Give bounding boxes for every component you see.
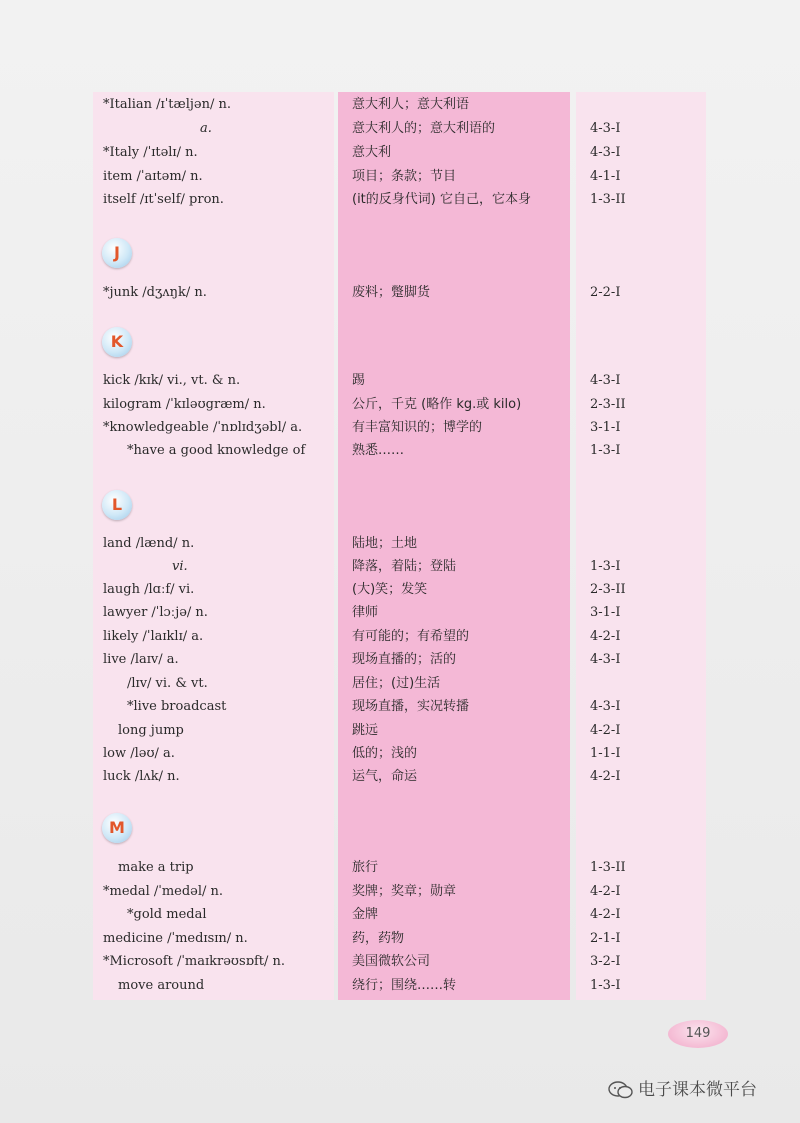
entry-word: medicine /ˈmedɪsɪn/ n. <box>103 931 248 946</box>
entry-unit: 4-2-I <box>590 884 621 899</box>
entry-word: itself /ɪtˈself/ pron. <box>103 192 224 207</box>
entry-unit: 4-3-I <box>590 652 621 667</box>
entry-word: *Italy /ˈɪtəlɪ/ n. <box>103 145 198 160</box>
entry-unit: 3-1-I <box>590 605 621 620</box>
vocab-entry <box>0 766 800 788</box>
entry-meaning: 律师 <box>352 605 379 620</box>
vocab-entry <box>0 743 800 765</box>
vocab-entry <box>0 189 800 211</box>
entry-meaning: 奖牌；奖章；勋章 <box>352 884 457 899</box>
entry-unit: 2-2-I <box>590 285 621 300</box>
entry-word: item /ˈaɪtəm/ n. <box>103 169 203 184</box>
entry-word: *junk /dʒʌŋk/ n. <box>103 285 207 300</box>
entry-word: a. <box>200 121 212 136</box>
vocab-entry <box>0 975 800 997</box>
entry-unit: 1-1-I <box>590 746 621 761</box>
entry-meaning: 有丰富知识的；博学的 <box>352 420 483 435</box>
letter-badge-j: J <box>102 238 132 268</box>
vocab-entry <box>0 928 800 950</box>
vocab-entry <box>0 904 800 926</box>
entry-meaning: 有可能的；有希望的 <box>352 629 470 644</box>
entry-meaning: 绕行；围绕……转 <box>352 978 457 993</box>
watermark-text: 电子课本微平台 <box>638 1080 757 1100</box>
entry-word: *Microsoft /ˈmaɪkrəʊsɒft/ n. <box>103 954 286 969</box>
entry-unit: 1-3-II <box>590 860 626 875</box>
entry-unit: 1-3-I <box>590 978 621 993</box>
vocab-entry <box>0 417 800 439</box>
vocab-entry <box>0 579 800 601</box>
vocab-entry <box>0 720 800 742</box>
entry-unit: 4-3-I <box>590 373 621 388</box>
chat-bubble-icon <box>608 1080 634 1100</box>
entry-unit: 3-2-I <box>590 954 621 969</box>
entry-unit: 2-1-I <box>590 931 621 946</box>
entry-word: make a trip <box>118 860 194 875</box>
vocab-entry <box>0 118 800 140</box>
entry-unit: 4-3-I <box>590 145 621 160</box>
entry-unit: 4-2-I <box>590 907 621 922</box>
entry-meaning: 金牌 <box>352 907 379 922</box>
entry-meaning: (it的反身代词) 它自己，它本身 <box>352 192 531 207</box>
entry-unit: 4-3-I <box>590 121 621 136</box>
entry-word: /lɪv/ vi. & vt. <box>127 676 208 691</box>
entry-unit: 2-3-II <box>590 397 626 412</box>
entry-word: land /lænd/ n. <box>103 536 195 551</box>
entry-meaning: 意大利 <box>352 145 392 160</box>
entry-meaning: 踢 <box>352 373 366 388</box>
page-number: 149 <box>668 1020 728 1048</box>
entry-meaning: 废料；蹩脚货 <box>352 285 431 300</box>
vocab-entry <box>0 602 800 624</box>
entry-meaning: 意大利人；意大利语 <box>352 97 470 112</box>
entry-unit: 4-2-I <box>590 629 621 644</box>
vocab-entry <box>0 857 800 879</box>
vocab-entry <box>0 951 800 973</box>
entry-word: lawyer /ˈlɔːjə/ n. <box>103 605 208 620</box>
entry-meaning: 项目；条款；节目 <box>352 169 457 184</box>
entry-meaning: 旅行 <box>352 860 379 875</box>
vocab-entry <box>0 94 800 116</box>
entry-word: long jump <box>118 723 184 738</box>
vocab-entry <box>0 166 800 188</box>
entry-meaning: (大)笑；发笑 <box>352 582 428 597</box>
watermark <box>608 1075 757 1105</box>
vocab-entry <box>0 673 800 695</box>
entry-unit: 2-3-II <box>590 582 626 597</box>
vocab-entry <box>0 649 800 671</box>
vocab-entry <box>0 142 800 164</box>
entry-meaning: 降落，着陆；登陆 <box>352 559 457 574</box>
vocab-entry <box>0 282 800 304</box>
entry-meaning: 现场直播，实况转播 <box>352 699 470 714</box>
vocab-entry <box>0 394 800 416</box>
entry-meaning: 低的；浅的 <box>352 746 418 761</box>
entry-meaning: 意大利人的；意大利语的 <box>352 121 496 136</box>
entry-unit: 3-1-I <box>590 420 621 435</box>
vocab-entry <box>0 696 800 718</box>
entry-word: *have a good knowledge of <box>127 443 306 458</box>
entry-word: laugh /lɑːf/ vi. <box>103 582 195 597</box>
entry-meaning: 现场直播的；活的 <box>352 652 457 667</box>
entry-meaning: 陆地；土地 <box>352 536 418 551</box>
entry-word: move around <box>118 978 205 993</box>
entry-word: vi. <box>172 559 188 574</box>
vocab-entry <box>0 626 800 648</box>
entry-unit: 4-2-I <box>590 769 621 784</box>
vocab-entry <box>0 533 800 555</box>
entry-unit: 4-3-I <box>590 699 621 714</box>
entry-word: *gold medal <box>127 907 207 922</box>
letter-badge-l: L <box>102 490 132 520</box>
vocab-entry <box>0 370 800 392</box>
entry-word: live /laɪv/ a. <box>103 652 179 667</box>
letter-badge-k: K <box>102 327 132 357</box>
entry-word: low /ləʊ/ a. <box>103 746 175 761</box>
entry-word: kick /kɪk/ vi., vt. & n. <box>103 373 241 388</box>
entry-meaning: 公斤，千克 (略作 kg.或 kilo) <box>352 397 522 412</box>
entry-meaning: 跳远 <box>352 723 379 738</box>
entry-word: *live broadcast <box>127 699 227 714</box>
entry-unit: 1-3-I <box>590 443 621 458</box>
entry-unit: 1-3-I <box>590 559 621 574</box>
entry-unit: 4-1-I <box>590 169 621 184</box>
entry-unit: 1-3-II <box>590 192 626 207</box>
entry-meaning: 熟悉…… <box>352 443 405 458</box>
entry-word: *Italian /ɪˈtæljən/ n. <box>103 97 232 112</box>
vocab-entry <box>0 440 800 462</box>
entry-word: likely /ˈlaɪklɪ/ a. <box>103 629 204 644</box>
entry-word: luck /lʌk/ n. <box>103 769 180 784</box>
entry-meaning: 运气，命运 <box>352 769 418 784</box>
vocab-entry <box>0 556 800 578</box>
entry-unit: 4-2-I <box>590 723 621 738</box>
entry-meaning: 药，药物 <box>352 931 405 946</box>
entry-meaning: 美国微软公司 <box>352 954 431 969</box>
vocab-entry <box>0 881 800 903</box>
letter-badge-m: M <box>102 813 132 843</box>
entry-word: *knowledgeable /ˈnɒlɪdʒəbl/ a. <box>103 420 303 435</box>
entry-word: kilogram /ˈkɪləʊgræm/ n. <box>103 397 266 412</box>
entry-meaning: 居住；(过)生活 <box>352 676 441 691</box>
entry-word: *medal /ˈmedəl/ n. <box>103 884 224 899</box>
